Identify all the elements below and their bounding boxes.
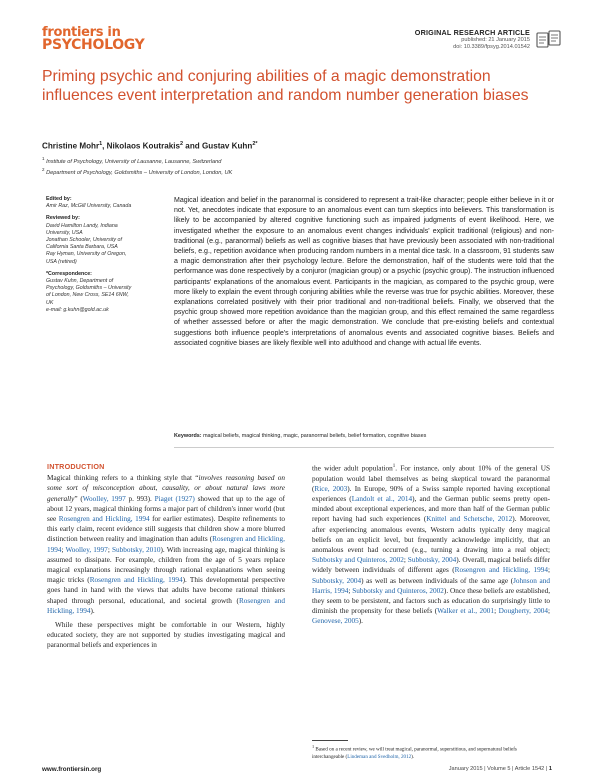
doi[interactable]: doi: 10.3389/fpsyg.2014.01542 xyxy=(453,43,530,50)
citation-link[interactable]: Walker et al., 2001 xyxy=(437,607,495,616)
reviewer-line: University, USA xyxy=(46,229,83,236)
author-affil-number: 2 xyxy=(180,141,184,147)
journal-header xyxy=(42,26,562,66)
abstract-divider xyxy=(174,447,554,448)
reviewer-line: California Santa Barbara, USA xyxy=(46,244,118,251)
citation-link[interactable]: Knittel and Schetsche, 2012 xyxy=(426,515,513,524)
text-run: ). xyxy=(90,606,95,615)
keywords xyxy=(174,433,554,439)
text-run: ). With increasing age, magical thinking is assumed to dissipate. For example, children from the age of 5 years replace magical explanations increasingly through rational explanations when seeing magic tricks ( xyxy=(47,545,285,585)
citation-link[interactable]: Subbotsky, 2004 xyxy=(407,556,457,565)
article-meta xyxy=(415,28,530,51)
citation-link[interactable]: Rice, 2003 xyxy=(314,484,348,493)
text-run: ). Overall, magical beliefs differ widely between individuals of different ages ( xyxy=(312,556,550,575)
text-run: ). xyxy=(358,617,363,626)
logo-bottom-text: PSYCHOLOGY xyxy=(42,37,145,53)
reviewer-line: USA (retired) xyxy=(46,258,77,265)
affiliation-number: 1 xyxy=(42,156,45,161)
author-separator: and xyxy=(183,141,202,151)
text-run: ; xyxy=(494,607,499,616)
body-paragraph xyxy=(47,620,285,651)
text-run: While these perspectives might be comfortable in our Western, highly educated society, they are not supported by studies investigating magical and paranormal beliefs and experiences in xyxy=(47,621,285,650)
citation-link[interactable]: Subbotsky, 2010 xyxy=(111,545,161,554)
page-number: 1 xyxy=(548,766,552,772)
footnote-citation[interactable]: Lindeman and Svedholm, 2012 xyxy=(347,753,412,760)
citation-link[interactable]: Subbotsky and Quinteros, 2002 xyxy=(312,556,404,565)
article-title: Priming psychic and conjuring abilities of a magic demonstration influences event interpretation and random number generation biases xyxy=(42,68,529,104)
correspondence-label: *Correspondence: xyxy=(46,270,92,277)
body-column-right xyxy=(312,462,550,631)
citation-link[interactable]: Subbotsky and Quinteros, 2002 xyxy=(352,586,444,595)
citation-link[interactable]: Genovese, 2005 xyxy=(312,617,359,626)
citation-link[interactable]: Rosengren and Hickling, 1994 xyxy=(454,566,548,575)
text-run: ” ( xyxy=(74,494,83,503)
text-run: ). This developmental perspective goes hand in hand with the views that adults have become rational thinkers shaped through personal, educational, and societal growth ( xyxy=(47,576,285,605)
text-run: showed that up to the age of about 12 years, magical thinking forms a major part of children's inner world (but see xyxy=(47,494,285,524)
corresponding-marker: * xyxy=(255,141,258,147)
author-list xyxy=(42,141,258,151)
footer-site[interactable]: www.frontiersin.org xyxy=(42,766,102,773)
citation-link[interactable]: Landolt et al., 2014 xyxy=(351,495,413,504)
citation-link[interactable]: Woolley, 1997 xyxy=(65,545,108,554)
citation-link[interactable]: Dougherty, 2004 xyxy=(498,607,548,616)
citation-link[interactable]: Rosengren and Hickling, 1994 xyxy=(47,596,285,615)
body-paragraph xyxy=(312,462,550,627)
correspondence-email[interactable]: e-mail: g.kuhn@gold.ac.uk xyxy=(46,306,109,313)
affiliation-number: 2 xyxy=(42,167,45,173)
affiliation-text: Department of Psychology, Goldsmiths – University of London, London, UK xyxy=(46,170,233,177)
footnote-divider xyxy=(312,740,348,741)
reviewer-line: Jonathan Schooler, University of xyxy=(46,237,122,244)
logo-top-text: frontiers in xyxy=(42,25,121,40)
author-name[interactable]: Nikolaos Koutrakis xyxy=(106,141,180,151)
text-run: ; xyxy=(547,566,550,575)
reviewed-by-label: Reviewed by: xyxy=(46,215,80,222)
citation-link[interactable]: Rosengren and Hickling, 1994 xyxy=(89,576,183,585)
body-paragraph xyxy=(47,473,285,616)
correspondence-line: Psychology, Goldsmiths – University xyxy=(46,285,132,292)
text-run: ; xyxy=(107,545,112,554)
author-affil-number: 2 xyxy=(252,141,256,147)
affiliation xyxy=(42,155,552,166)
text-run: ). Moreover, after experiencing anomalous events, Western adults typically deny magical beliefs on an explicit level, but frequently acknowledge implicitly, that an anomalous event had occurred (e.g., turning a drawing into a real object; xyxy=(312,515,550,555)
author-separator: , xyxy=(102,141,107,151)
correspondence-block xyxy=(46,271,132,314)
editorial-sidebar xyxy=(46,196,132,319)
author-affil-number: 1 xyxy=(99,141,103,147)
correspondence-line: of London, New Cross, SE14 6NW, xyxy=(46,292,129,299)
keywords-list: magical beliefs, magical thinking, magic, paranormal beliefs, belief formation, cognitive biases xyxy=(203,433,427,439)
text-run: ) as well as between individuals of the same age ( xyxy=(361,576,514,585)
citation-link[interactable]: Rosengren and Hickling, 1994 xyxy=(58,515,150,524)
edited-by-label: Edited by: xyxy=(46,196,72,202)
affiliation-text: Institute of Psychology, University of Lausanne, Lausanne, Switzerland xyxy=(46,158,222,165)
text-run: . For instance, only about 10% of the general US population would label themselves as being skeptical toward the paranormal ( xyxy=(312,464,551,493)
text-run: Magical thinking refers to a thinking style that “ xyxy=(47,474,199,483)
author-name[interactable]: Christine Mohr xyxy=(42,141,100,151)
affiliation xyxy=(42,166,552,177)
footnote xyxy=(312,743,550,761)
correspondence-line: UK xyxy=(46,299,54,306)
footer-issue-info: January 2015 | Volume 5 | Article 1542 | xyxy=(448,766,548,772)
text-run: ; xyxy=(548,607,551,616)
citation-link[interactable]: Woolley, 1997 xyxy=(82,494,126,503)
footnote-marker[interactable]: 1 xyxy=(392,464,396,469)
edited-by-block xyxy=(46,196,132,210)
reviewed-by-block xyxy=(46,215,132,265)
affiliation-list xyxy=(42,155,552,178)
reviewer-line: David Hamilton Landy, Indiana xyxy=(46,222,118,229)
abstract: Magical ideation and belief in the paranormal is considered to represent a trait-like character; people either believe in it or not. Yet, anecdotes indicate that exposure to an anomalous event can turn skeptics into believers. This transformation is likely to be accompanied by altered cognitive functioning such as impaired judgments of event likelihood. Here, we investigated whether the exposure to an anomalous event changes individuals' explicit traditional (religious) and non-traditional (e.g., paranormal) beliefs as well as cognitive biases that have previously been associated with non-traditional beliefs, e.g., repetition avoidance when producing random numbers in a mental dice task. In a classroom, 91 students saw a magic demonstration after their psychology lecture. Before the demonstration, half of the students were told that the performance was done respectively by a conjuror (magician group) or a psychic (psychic group). The instruction influenced participants' explanations of the anomalous event. Participants in the magician, as compared to the psychic group, were more likely to explain the event through conjuring abilities while the reverse was true for psychic abilities. Moreover, these explanations correlated positively with their prior traditional and non-traditional beliefs. Finally, we observed that the psychic group showed more repetition avoidance than the magician group, and this effect remained the same regardless of whether assessed before or after the magic demonstration. We conclude that pre-existing beliefs and contextual suggestions both influence people's interpretations of anomalous events and associated cognitive biases. Beliefs and associated cognitive biases are likely flexible well into adulthood and change with actual life events. xyxy=(174,197,554,347)
citation-link[interactable]: Piaget (1927) xyxy=(154,494,195,503)
reviewer-line: Ray Hyman, University of Oregon, xyxy=(46,251,127,258)
footer-info xyxy=(449,766,552,772)
author-name[interactable]: Gustav Kuhn xyxy=(201,141,253,151)
footnote-text: Based on a recent review, we will treat magical, paranormal, superstitious, and supernatural beliefs interchangeable ( xyxy=(312,746,517,760)
text-run: p. 993). xyxy=(125,494,155,503)
text-run: for earlier estimates). Despite refinements to this early claim, recent evidence still suggests that children show a more blurred distinction between reality and imagination than adults ( xyxy=(47,515,285,544)
text-run: ). In Europe, 90% of a Swiss sample reported having exceptional experiences ( xyxy=(312,484,550,504)
text-run: ; xyxy=(61,545,66,554)
citation-link[interactable]: Subbotsky, 2004 xyxy=(312,576,362,585)
text-run: the wider adult population xyxy=(312,464,393,473)
journal-logo[interactable] xyxy=(42,26,145,52)
citation-link[interactable]: Rosengren and Hickling, 1994 xyxy=(47,535,285,554)
text-run: ; xyxy=(403,556,408,565)
open-access-icon xyxy=(536,28,562,50)
editor-line: Amir Raz, McGill University, Canada xyxy=(46,203,132,210)
quoted-text: involves reasoning based on some sort of misconception about, causality, or about natural laws more generally xyxy=(47,474,285,503)
published-date: published: 21 January 2015 xyxy=(461,37,530,43)
footnote-number: 1 xyxy=(312,744,315,749)
body-column-left xyxy=(47,462,285,655)
footnote-end: ). xyxy=(411,753,415,760)
section-heading: INTRODUCTION xyxy=(47,462,105,471)
text-run: ), and the German public seems pretty open-minded about exceptional experiences, and more than half of the German public report having had such experiences ( xyxy=(312,495,550,524)
citation-link[interactable]: Johnson and Harris, 1994 xyxy=(312,576,550,595)
correspondence-line: Gustav Kuhn, Department of xyxy=(46,278,114,285)
article-type: ORIGINAL RESEARCH ARTICLE xyxy=(414,28,530,37)
text-run: ; xyxy=(348,586,353,595)
keywords-label: Keywords: xyxy=(174,433,202,439)
text-run: ). Once these beliefs are established, they seem to be persistent, and factors such as education do surprisingly little to diminish the propensity for these beliefs ( xyxy=(312,586,551,616)
